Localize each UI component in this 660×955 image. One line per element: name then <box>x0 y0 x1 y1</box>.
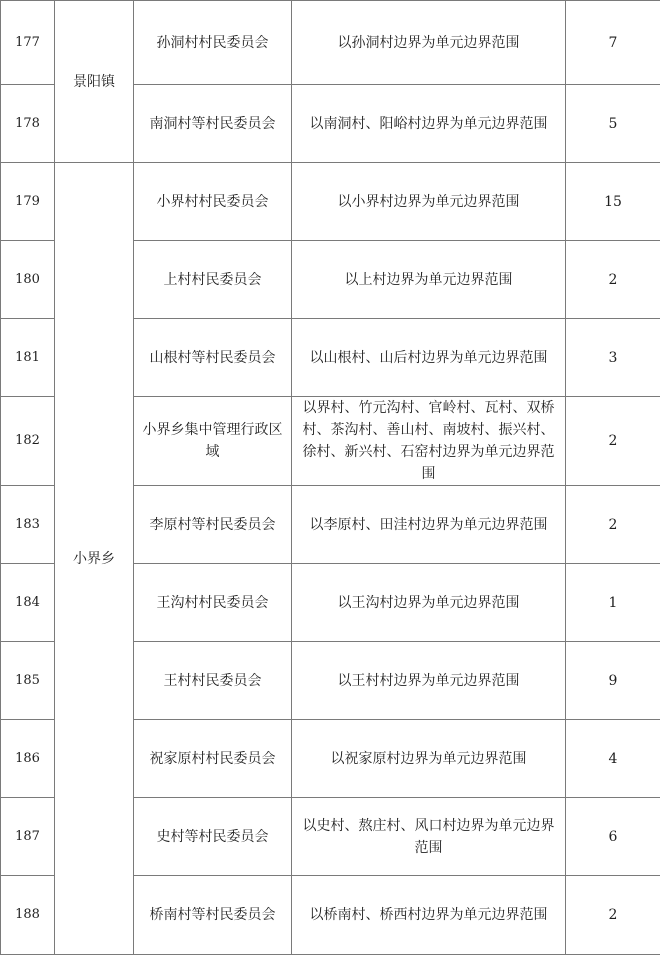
committee-name: 王沟村村民委员会 <box>134 564 292 642</box>
boundary-scope: 以王村村边界为单元边界范围 <box>292 642 566 720</box>
unit-count: 4 <box>566 720 660 798</box>
committee-name: 孙洞村村民委员会 <box>134 1 292 85</box>
row-number: 180 <box>1 241 55 319</box>
boundary-scope: 以祝家原村边界为单元边界范围 <box>292 720 566 798</box>
boundary-scope: 以史村、熬庄村、风口村边界为单元边界范围 <box>292 798 566 876</box>
unit-count: 2 <box>566 397 660 486</box>
committee-name: 小界村村民委员会 <box>134 163 292 241</box>
committee-name: 山根村等村民委员会 <box>134 319 292 397</box>
boundary-scope: 以界村、竹元沟村、官岭村、瓦村、双桥村、茶沟村、善山村、南坡村、振兴村、徐村、新兴村、石窑村边界为单元边界范围 <box>292 397 566 486</box>
table-row <box>1 1 660 85</box>
unit-count: 7 <box>566 1 660 85</box>
unit-count: 5 <box>566 85 660 163</box>
row-number: 181 <box>1 319 55 397</box>
unit-count: 3 <box>566 319 660 397</box>
boundary-scope: 以王沟村边界为单元边界范围 <box>292 564 566 642</box>
committee-name: 桥南村等村民委员会 <box>134 876 292 955</box>
table-row <box>1 163 660 241</box>
row-number: 183 <box>1 486 55 564</box>
row-number: 187 <box>1 798 55 876</box>
committee-name: 王村村民委员会 <box>134 642 292 720</box>
boundary-scope: 以桥南村、桥西村边界为单元边界范围 <box>292 876 566 955</box>
row-number: 184 <box>1 564 55 642</box>
unit-count: 6 <box>566 798 660 876</box>
town-name-cell: 景阳镇 <box>55 1 134 163</box>
row-number: 177 <box>1 1 55 85</box>
row-number: 185 <box>1 642 55 720</box>
town-name-cell: 小界乡 <box>55 163 134 955</box>
row-number: 178 <box>1 85 55 163</box>
row-number: 182 <box>1 397 55 486</box>
unit-count: 2 <box>566 876 660 955</box>
row-number: 186 <box>1 720 55 798</box>
boundary-scope: 以孙洞村边界为单元边界范围 <box>292 1 566 85</box>
boundary-scope: 以小界村边界为单元边界范围 <box>292 163 566 241</box>
committee-name: 史村等村民委员会 <box>134 798 292 876</box>
row-number: 188 <box>1 876 55 955</box>
unit-count: 15 <box>566 163 660 241</box>
boundary-scope: 以李原村、田洼村边界为单元边界范围 <box>292 486 566 564</box>
unit-count: 9 <box>566 642 660 720</box>
committee-name: 李原村等村民委员会 <box>134 486 292 564</box>
unit-count: 2 <box>566 241 660 319</box>
committee-name: 祝家原村村民委员会 <box>134 720 292 798</box>
committee-name: 南洞村等村民委员会 <box>134 85 292 163</box>
boundary-scope: 以上村边界为单元边界范围 <box>292 241 566 319</box>
unit-count: 2 <box>566 486 660 564</box>
committee-name: 小界乡集中管理行政区域 <box>134 397 292 486</box>
boundary-scope: 以山根村、山后村边界为单元边界范围 <box>292 319 566 397</box>
row-number: 179 <box>1 163 55 241</box>
boundary-scope: 以南洞村、阳峪村边界为单元边界范围 <box>292 85 566 163</box>
committee-name: 上村村民委员会 <box>134 241 292 319</box>
unit-count: 1 <box>566 564 660 642</box>
